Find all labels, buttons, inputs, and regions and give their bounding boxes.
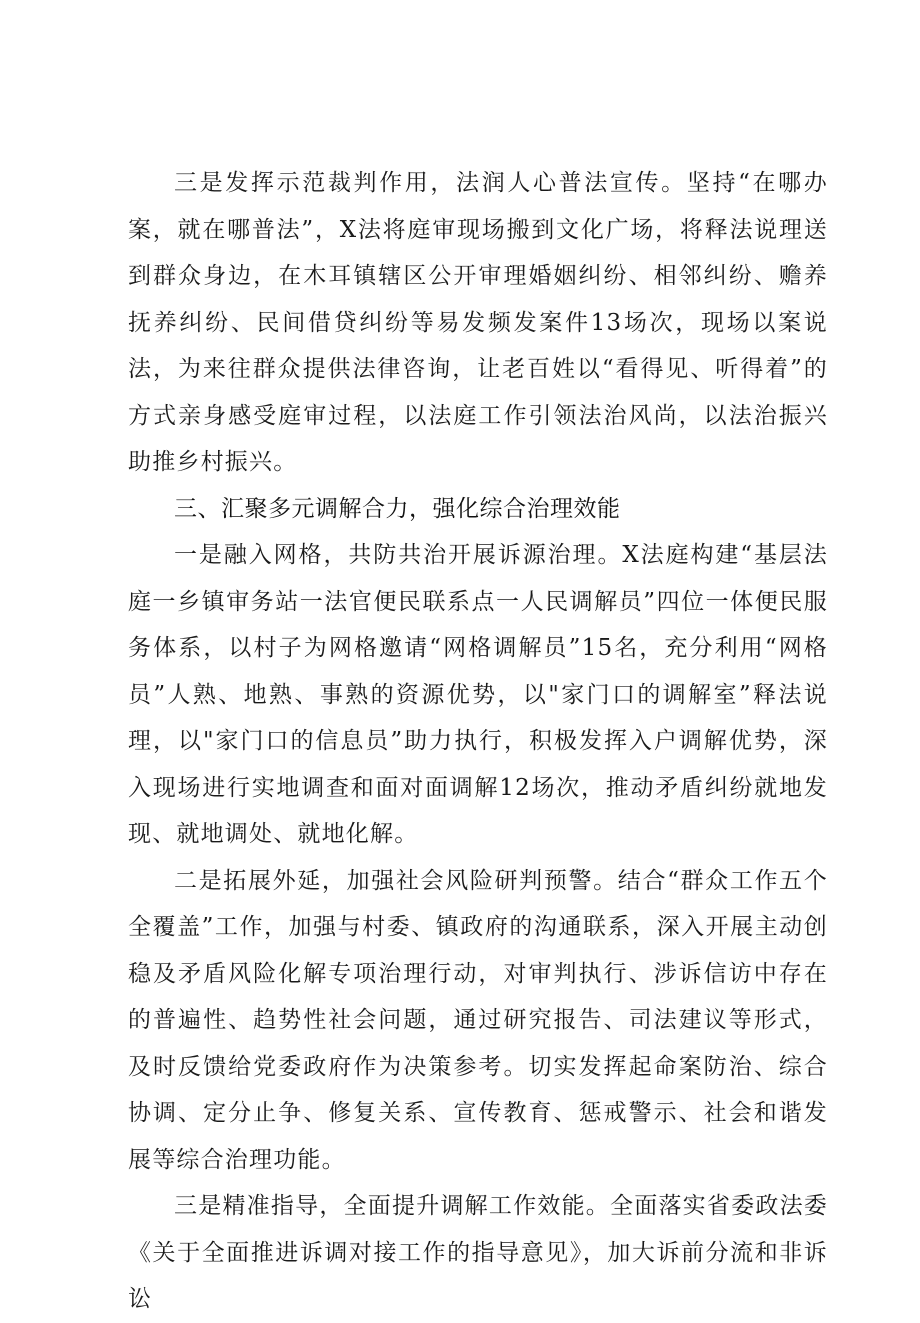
paragraph-risk-assessment: 二是拓展外延，加强社会风险研判预警。结合“群众工作五个全覆盖”工作，加强与村委、镇政府的沟通联系，深入开展主动创稳及矛盾风险化解专项治理行动，对审判执行、涉诉信访中存在的普遍性、趋势性社会问题，通过研究报告、司法建议等形式，及时反馈给党委政府作为决策参考。切实发挥起命案防治、综合协调、定分止争、修复关系、宣传教育、惩戒警示、社会和谐发展等综合治理功能。 xyxy=(128,867,828,1173)
section-heading-mediation: 三、汇聚多元调解合力，强化综合治理效能 xyxy=(174,495,621,522)
document-body xyxy=(128,160,828,1323)
paragraph-grid-governance: 一是融入网格，共防共治开展诉源治理。X法庭构建“基层法庭一乡镇审务站一法官便民联系点一人民调解员”四位一体便民服务体系，以村子为网格邀请“网格调解员”15名，充分利用“网格员”人熟、地熟、事熟的资源优势，以"家门口的调解室”释法说理，以"家门口的信息员”助力执行，积极发挥入户调解优势，深入现场进行实地调查和面对面调解12场次，推动矛盾纠纷就地发现、就地调处、就地化解。 xyxy=(128,542,828,847)
paragraph-third-point-legal-publicity: 三是发挥示范裁判作用，法润人心普法宣传。坚持“在哪办案，就在哪普法”，X法将庭审现场搬到文化广场，将释法说理送到群众身边，在木耳镇辖区公开审理婚姻纠纷、相邻纠纷、赡养抚养纠纷、民间借贷纠纷等易发频发案件13场次，现场以案说法，为来往群众提供法律咨询，让老百姓以“看得见、听得着”的方式亲身感受庭审过程，以法庭工作引领法治风尚，以法治振兴助推乡村振兴。 xyxy=(128,170,828,475)
paragraph-mediation-guidance: 三是精准指导，全面提升调解工作效能。全面落实省委政法委《关于全面推进诉调对接工作的指导意见》，加大诉前分流和非诉讼 xyxy=(128,1193,828,1312)
